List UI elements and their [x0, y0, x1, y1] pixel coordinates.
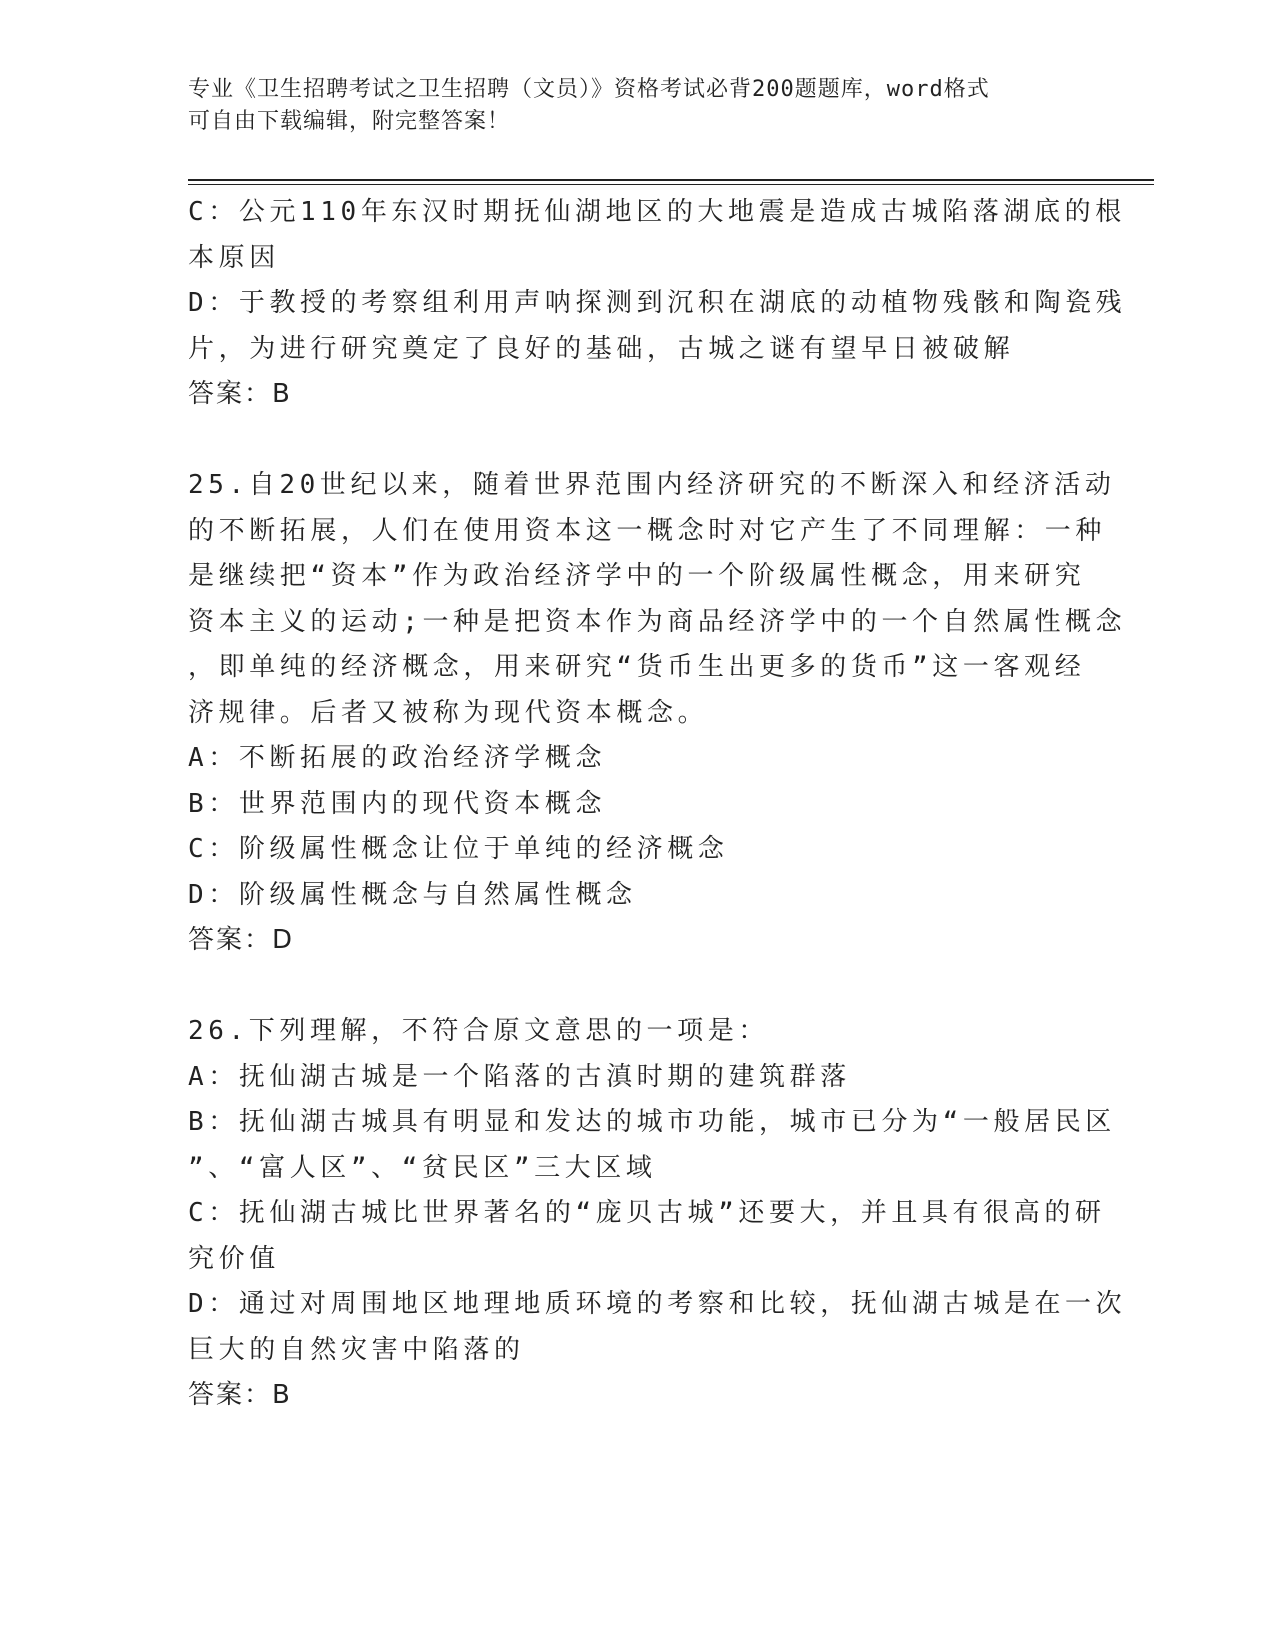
question-25-option-c: C：阶级属性概念让位于单纯的经济概念 — [188, 834, 729, 864]
question-26-option-c-line-2: 究价值 — [188, 1243, 280, 1274]
question-25-stem-line-6: 济规律。后者又被称为现代资本概念。 — [188, 697, 709, 728]
question-26-option-c-line-1: C：抚仙湖古城比世界著名的“庞贝古城”还要大，并且具有很高的研 — [188, 1198, 1106, 1228]
answer-24: 答案：B — [188, 379, 292, 409]
answer-26: 答案：B — [188, 1380, 292, 1410]
spacer — [188, 964, 1088, 1010]
question-25-option-d: D：阶级属性概念与自然属性概念 — [188, 879, 637, 910]
document-header — [188, 74, 1068, 138]
option-c-line-2: 本原因 — [188, 242, 280, 273]
header-divider-thick — [188, 179, 1154, 181]
option-d-line-2: 片，为进行研究奠定了良好的基础，古城之谜有望早日被破解 — [188, 333, 1015, 364]
spacer — [188, 418, 1088, 464]
question-26-option-a: A：抚仙湖古城是一个陷落的古滇时期的建筑群落 — [188, 1061, 851, 1092]
option-c-line-1: C：公元110年东汉时期抚仙湖地区的大地震是造成古城陷落湖底的根 — [188, 197, 1126, 227]
question-26 — [188, 1009, 1127, 1419]
header-line-2: 可自由下载编辑，附完整答案！ — [188, 109, 511, 134]
question-26-option-b-line-1: B：抚仙湖古城具有明显和发达的城市功能，城市已分为“一般居民区 — [188, 1107, 1116, 1137]
question-26-option-d-line-1: D：通过对周围地区地理地质环境的考察和比较，抚仙湖古城是在一次 — [188, 1289, 1127, 1319]
question-26-stem: 26.下列理解，不符合原文意思的一项是： — [188, 1016, 769, 1046]
document-body — [188, 190, 1127, 1419]
question-25-option-b: B：世界范围内的现代资本概念 — [188, 788, 607, 819]
header-divider-thin — [188, 184, 1154, 185]
question-24-tail — [188, 190, 1127, 418]
option-d-line-1: D：于教授的考察组利用声呐探测到沉积在湖底的动植物残骸和陶瓷残 — [188, 288, 1127, 318]
question-25-stem-line-2: 的不断拓展，人们在使用资本这一概念时对它产生了不同理解：一种 — [188, 515, 1107, 546]
question-26-option-b-line-2: ”、“富人区”、“贫民区”三大区域 — [188, 1152, 657, 1183]
question-25-stem-line-1: 25.自20世纪以来，随着世界范围内经济研究的不断深入和经济活动 — [188, 470, 1116, 500]
question-25 — [188, 463, 1127, 964]
question-25-stem-line-3: 是继续把“资本”作为政治经济学中的一个阶级属性概念，用来研究 — [188, 561, 1086, 591]
question-25-stem-line-4: 资本主义的运动;一种是把资本作为商品经济学中的一个自然属性概念 — [188, 606, 1127, 637]
answer-25: 答案：D — [188, 925, 295, 955]
question-25-stem-line-5: ，即单纯的经济概念，用来研究“货币生出更多的货币”这一客观经 — [188, 652, 1086, 682]
question-25-option-a: A：不断拓展的政治经济学概念 — [188, 743, 607, 773]
question-26-option-d-line-2: 巨大的自然灾害中陷落的 — [188, 1334, 525, 1365]
header-line-1: 专业《卫生招聘考试之卫生招聘（文员）》资格考试必背200题题库，word格式 — [188, 77, 990, 102]
